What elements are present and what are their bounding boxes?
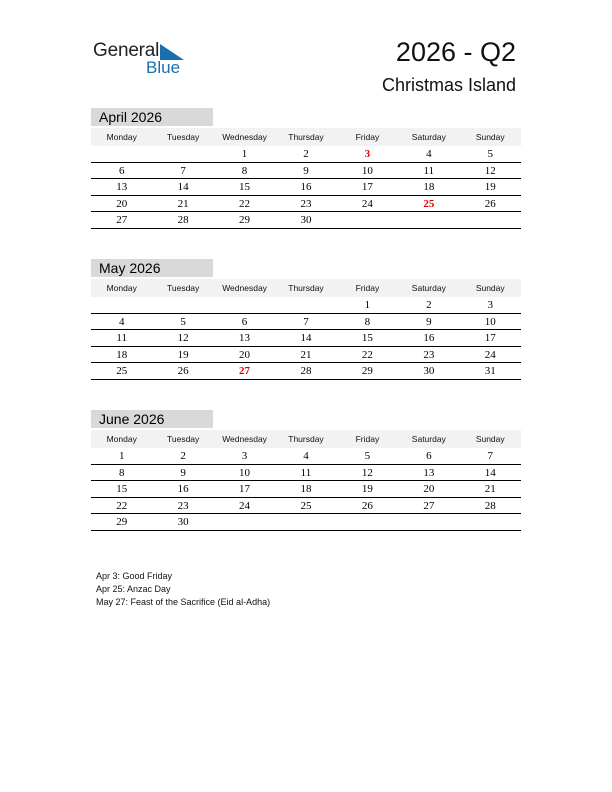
weekday-label: Wednesday	[222, 132, 267, 142]
calendar-day: 17	[239, 483, 251, 495]
calendar-day	[275, 514, 336, 530]
calendar-day: 10	[239, 466, 251, 479]
calendar-day: 5	[180, 315, 186, 328]
calendar-day: 7	[487, 450, 493, 462]
weekday-label: Tuesday	[166, 283, 200, 293]
calendar-day: 11	[300, 466, 312, 479]
holiday-date: 25	[423, 197, 435, 210]
week-row	[91, 146, 521, 163]
calendar-day: 20	[116, 197, 128, 210]
week-row	[91, 481, 521, 498]
calendar-day: 19	[361, 483, 373, 495]
week-row	[91, 163, 521, 180]
calendar-day: 15	[361, 332, 373, 344]
weekday-label: Sunday	[475, 132, 505, 142]
calendar-day: 15	[239, 181, 251, 193]
calendar-day: 19	[484, 181, 496, 193]
calendar-day: 12	[484, 164, 496, 177]
week-row	[91, 212, 521, 229]
calendar-day: 30	[177, 516, 189, 528]
weekday-label: Sunday	[475, 283, 505, 293]
month-title: June 2026	[91, 410, 213, 428]
calendar-day: 6	[241, 315, 248, 328]
calendar-day: 7	[303, 315, 309, 328]
calendar-day: 16	[177, 483, 189, 495]
calendar-day: 27	[116, 214, 128, 226]
week-row	[91, 196, 521, 213]
calendar-day: 22	[116, 499, 128, 512]
week-row	[91, 347, 521, 364]
calendar-day: 6	[118, 164, 125, 177]
calendar-day: 2	[303, 148, 309, 160]
week-row	[91, 314, 521, 331]
weekday-label: Monday	[106, 434, 137, 444]
calendar-day: 13	[116, 181, 128, 193]
calendar-day: 18	[423, 181, 435, 193]
calendar-day: 30	[423, 365, 435, 377]
calendar-day: 3	[487, 299, 493, 311]
holiday-notes	[96, 570, 270, 609]
calendar-day: 26	[484, 197, 496, 210]
calendar-day: 30	[300, 214, 312, 226]
calendar-day: 18	[116, 348, 128, 361]
calendar-day: 14	[484, 466, 496, 479]
logo-blue-text: Blue	[146, 58, 181, 77]
calendar-day: 9	[426, 315, 432, 328]
calendar-day: 21	[300, 348, 312, 361]
calendar-day: 22	[239, 197, 251, 210]
calendar-day: 21	[484, 483, 496, 495]
week-row	[91, 514, 521, 531]
weekday-label: Monday	[106, 283, 137, 293]
calendar-day: 21	[177, 197, 189, 210]
calendar-day: 9	[303, 164, 309, 177]
calendar-day	[214, 514, 275, 530]
month-title: May 2026	[91, 259, 213, 277]
calendar-day: 15	[116, 483, 128, 495]
weekday-label: Sunday	[475, 434, 505, 444]
calendar-day: 31	[484, 365, 496, 377]
week-row	[91, 330, 521, 347]
calendar-day: 24	[239, 499, 251, 512]
weekday-label: Saturday	[411, 434, 446, 444]
calendar-day: 5	[487, 148, 493, 160]
calendar-day: 19	[177, 348, 189, 361]
calendar-day: 20	[423, 483, 435, 495]
calendar-day: 9	[180, 466, 186, 479]
calendar-day: 10	[361, 164, 373, 177]
calendar-day: 14	[177, 181, 189, 193]
weekday-label: Friday	[355, 434, 380, 444]
week-row	[91, 179, 521, 196]
weekday-label: Wednesday	[222, 283, 267, 293]
logo-general-text: General	[93, 40, 160, 61]
calendar-day: 23	[423, 348, 435, 361]
holiday-date: 3	[364, 148, 371, 160]
calendar-day	[152, 297, 213, 313]
calendar-day: 3	[241, 450, 248, 462]
calendar-day	[152, 146, 213, 162]
calendar-day: 29	[239, 214, 251, 226]
calendar-day: 20	[239, 348, 251, 361]
calendar-day: 12	[177, 332, 189, 344]
calendar-day: 4	[426, 148, 432, 160]
calendar-day: 17	[484, 332, 496, 344]
calendar-day: 26	[361, 499, 373, 512]
week-row	[91, 465, 521, 482]
calendar-day: 8	[118, 466, 125, 479]
calendar-day: 16	[300, 181, 312, 193]
calendar-day: 26	[177, 365, 189, 377]
calendar-day: 29	[116, 516, 128, 528]
month-title: April 2026	[91, 108, 213, 126]
calendar-day: 29	[361, 365, 373, 377]
calendar-day: 10	[484, 315, 496, 328]
calendar-day: 22	[361, 348, 373, 361]
calendar-day: 4	[303, 450, 309, 462]
calendar-day: 2	[426, 299, 432, 311]
calendar-day	[460, 212, 521, 228]
calendar-day: 12	[361, 466, 373, 479]
calendar-day: 11	[116, 332, 127, 344]
calendar-day: 13	[239, 332, 251, 344]
calendar-day: 25	[300, 499, 312, 512]
holiday-date: 27	[239, 365, 251, 377]
calendar-day: 8	[364, 315, 371, 328]
weekday-label: Wednesday	[222, 434, 267, 444]
month-calendar	[91, 108, 521, 229]
logo	[93, 40, 193, 80]
calendar-day: 17	[361, 181, 373, 193]
weekday-label: Thursday	[288, 132, 324, 142]
calendar-day	[460, 514, 521, 530]
weekday-label: Friday	[355, 283, 380, 293]
calendar-day: 5	[364, 450, 371, 462]
calendar-day: 16	[423, 332, 435, 344]
holiday-note: Apr 25: Anzac Day	[96, 584, 171, 594]
week-row	[91, 498, 521, 515]
calendar-day: 1	[241, 148, 248, 160]
calendar-day	[398, 212, 459, 228]
calendar-day: 18	[300, 483, 312, 495]
calendar-day: 8	[241, 164, 248, 177]
country-name: Christmas Island	[381, 75, 516, 95]
calendar-day: 14	[300, 332, 312, 344]
calendar-day: 23	[177, 499, 189, 512]
calendar-day	[337, 514, 398, 530]
weekday-label: Friday	[355, 132, 380, 142]
calendar-day: 23	[300, 197, 312, 210]
weekday-header-row	[91, 128, 521, 146]
weekday-label: Monday	[106, 132, 137, 142]
week-row	[91, 448, 521, 465]
calendar-day: 7	[180, 164, 186, 177]
calendar-day: 27	[423, 499, 435, 512]
calendar-day	[398, 514, 459, 530]
calendar-day: 28	[177, 214, 189, 226]
month-calendar	[91, 259, 521, 380]
week-row	[91, 297, 521, 314]
calendar-day: 28	[300, 365, 312, 377]
week-row	[91, 363, 521, 380]
weekday-label: Saturday	[411, 283, 446, 293]
weekday-header-row	[91, 279, 521, 297]
weekday-header-row	[91, 430, 521, 448]
calendar-day: 1	[118, 450, 125, 462]
calendar-day	[337, 212, 398, 228]
weekday-label: Tuesday	[166, 434, 200, 444]
weekday-label: Saturday	[411, 132, 446, 142]
calendar-day: 28	[484, 499, 496, 512]
calendar-day	[91, 297, 152, 313]
calendar-day: 11	[423, 164, 435, 177]
calendar-day	[214, 297, 275, 313]
calendar-day: 24	[484, 348, 496, 361]
weekday-label: Thursday	[288, 283, 324, 293]
calendar-day: 2	[180, 450, 186, 462]
calendar-day: 24	[361, 197, 373, 210]
calendar-day: 4	[118, 315, 125, 328]
calendar-day: 25	[116, 365, 128, 377]
calendar-day: 6	[426, 450, 432, 462]
page-title: 2026 - Q2	[395, 37, 516, 67]
weekday-label: Thursday	[288, 434, 324, 444]
holiday-note: Apr 3: Good Friday	[96, 571, 173, 581]
calendar-day: 13	[423, 466, 435, 479]
month-calendar	[91, 410, 521, 531]
weekday-label: Tuesday	[166, 132, 200, 142]
calendar-day	[91, 146, 152, 162]
calendar-day	[275, 297, 336, 313]
holiday-note: May 27: Feast of the Sacrifice (Eid al-Adha)	[96, 597, 271, 607]
calendar-day: 1	[364, 299, 371, 311]
